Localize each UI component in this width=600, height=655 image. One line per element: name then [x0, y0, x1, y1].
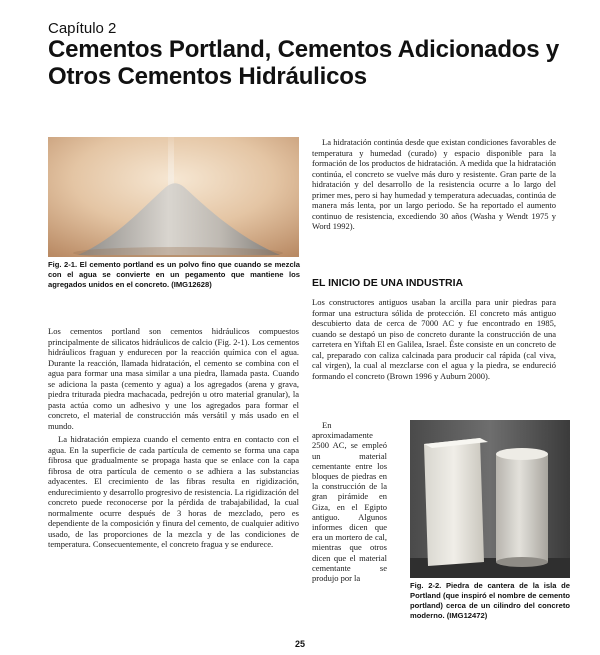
- figure-1-caption: Fig. 2-1. El cemento portland es un polvo fino que cuando se mezcla con el agua se convierte en un pegamento que mantiene los agregados unidos en el concreto. (IMG12628): [48, 260, 300, 289]
- paragraph: Los constructores antiguos usaban la arcilla para unir piedras para formar una estructura sólida de protección. El concreto más antiguo descubierto data de cerca de 7000 AC y fue encontrado en 1985, cuando se destapó un piso de concreto durante la construcción de una carretera en Yiftah El en Galilea, Israel. Éste consiste en un concreto de cal, preparado con caliza calcinada para producir cal rápida (cal viva, cal virgen), la cual al mezclarse con el agua y la piedra, se endureció formando el concreto (Brown 1996 y Auburn 2000).: [312, 297, 556, 381]
- page-number: 25: [294, 639, 305, 649]
- left-column-text: [48, 326, 299, 550]
- narrow-column-text: [312, 420, 387, 583]
- right-column-top-text: [312, 137, 556, 232]
- chapter-label: Capítulo 2: [48, 20, 117, 37]
- paragraph: La hidratación empieza cuando el cemento entra en contacto con el agua. En la superficie de cada partícula de cemento se forma una capa fibrosa que gradualmente se propaga hasta que se enlace con la capa fibrosa de otra partícula de cemento o se adhiera a las substancias adyacentes. El crecimiento de las fibras resulta en rigidización, endurecimiento y desarrollo progresivo de resistencia. La rigidización del concreto puede reconocerse por la pérdida de trabajabilidad, la cual normalmente ocurre después de 3 horas de mezclado, pero es dependiente de la composición y finura del cemento, de cualquier aditivo usado, de las proporciones de la mezcla y de las condiciones de temperatura. Consecuentemente, el concreto fragua y se endurece.: [48, 434, 299, 549]
- portland-stone-photo: [410, 420, 570, 578]
- paragraph: La hidratación continúa desde que existan condiciones favorables de temperatura y humedad (curado) y espacio disponible para la formación de los productos de hidratación. A medida que la hidratación continúa, el concreto se vuelve más duro y resistente. Gran parte de la hidratación y del desarrollo de la resistencia ocurre a lo largo del primer mes, pero si hay humedad y temperatura adecuadas, continúa de manera más lenta, por un largo periodo. Se ha reportado el aumento continuo de resistencia, excediendo 30 años (Washa y Wendt 1975 y Word 1992).: [312, 137, 556, 231]
- figure-2-caption: Fig. 2-2. Piedra de cantera de la isla de Portland (que inspiró el nombre de cemento portland) cerca de un cilindro del concreto moderno. (IMG12472): [410, 581, 570, 620]
- cement-powder-illustration: [48, 137, 299, 257]
- cement-powder-photo: [48, 137, 299, 257]
- paragraph: En aproximadamente 2500 AC, se empleó un material cementante entre los bloques de piedras en la construcción de la gran pirámide en Giza, en el Egipto antiguo. Algunos informes dicen que era un mortero de cal, mientras que otros dicen que el material cementante se produjo por la: [312, 420, 387, 584]
- page-title: Cementos Portland, Cementos Adicionados y Otros Cementos Hidráulicos: [48, 36, 559, 90]
- section-heading: EL INICIO DE UNA INDUSTRIA: [312, 277, 464, 289]
- right-column-section-text: [312, 297, 556, 381]
- paragraph: Los cementos portland son cementos hidráulicos compuestos principalmente de silicatos hidráulicos de calcio (Fig. 2-1). Los cementos hidráulicos fraguan y endurecen por la reacción química con el agua. Durante la reacción, llamada hidratación, el cemento se combina con el agua para formar una masa similar a una piedra, llamada pasta. Cuando se adiciona la pasta (cemento y agua) a los agregados (arena y grava, piedra triturada piedra machacada, pedrejón u otro material granular), la pasta actúa como un adhesivo y une los agregados para formar el concreto, el material de construcción más versátil y más usado en el mundo.: [48, 326, 299, 431]
- stone-and-cylinder-illustration: [410, 420, 570, 578]
